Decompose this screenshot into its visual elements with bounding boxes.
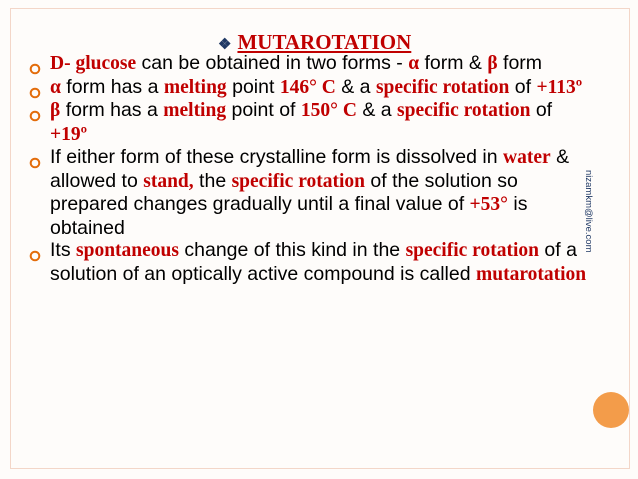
highlighted-term: 150° C xyxy=(300,100,357,121)
highlighted-term: specific rotation xyxy=(397,100,531,121)
bullet-paragraph xyxy=(32,76,592,100)
text-segment: point of xyxy=(226,99,301,121)
highlighted-term: D- glucose xyxy=(50,53,137,74)
bullet-circle-icon xyxy=(29,105,41,117)
text-segment: form has a xyxy=(60,75,164,98)
highlighted-term: +53° xyxy=(469,194,508,215)
text-segment: change of this kind in the xyxy=(178,239,406,261)
orange-circle-decoration xyxy=(593,392,629,428)
text-segment: & a xyxy=(356,99,398,121)
slide-body xyxy=(32,52,592,286)
text-segment: of xyxy=(530,99,553,121)
highlighted-term: specific rotation xyxy=(405,240,539,261)
text-segment: If either form of these crystalline form is dissolved in xyxy=(50,146,504,168)
slide-title-text: MUTAROTATION xyxy=(237,30,412,54)
bullet-circle-icon xyxy=(29,58,41,70)
text-segment: of a solution of an optically active compound is called xyxy=(50,239,577,285)
bullet-paragraph xyxy=(32,52,592,76)
bullet-paragraph xyxy=(32,146,592,239)
highlighted-term: mutarotation xyxy=(476,263,587,285)
bullet-paragraph xyxy=(32,239,592,286)
text-segment: the xyxy=(193,169,232,192)
highlighted-term: 146° C xyxy=(279,76,336,98)
highlighted-term: melting xyxy=(163,76,227,98)
highlighted-term: specific rotation xyxy=(231,170,365,192)
text-segment: & allowed to xyxy=(50,146,570,192)
bullet-circle-icon xyxy=(29,245,41,257)
text-segment: can be obtained in two forms - xyxy=(136,52,409,74)
text-segment: of the solution so prepared changes gradually until a final value of xyxy=(50,169,518,215)
highlighted-term: melting xyxy=(163,100,227,121)
text-segment: Its xyxy=(50,239,77,261)
bullet-circle-icon xyxy=(29,82,41,94)
text-segment: point xyxy=(226,75,280,98)
side-email: nizamkm@live.com xyxy=(583,170,594,253)
highlighted-term: spontaneous xyxy=(76,240,179,261)
text-segment: is obtained xyxy=(50,193,528,239)
text-segment: & a xyxy=(335,75,376,98)
text-segment: form xyxy=(497,52,543,74)
highlighted-term: α xyxy=(408,53,420,74)
highlighted-term: +113º xyxy=(536,76,583,98)
highlighted-term: stand, xyxy=(143,170,194,192)
bullet-circle-icon xyxy=(29,152,41,164)
highlighted-term: water xyxy=(503,147,551,168)
text-segment: form & xyxy=(419,52,488,74)
bullet-paragraph xyxy=(32,99,592,146)
highlighted-term: specific rotation xyxy=(375,76,510,98)
text-segment: form has a xyxy=(60,99,164,121)
highlighted-term: +19º xyxy=(50,123,88,145)
highlighted-term: β xyxy=(487,53,498,74)
diamond-check-icon: ❖ xyxy=(218,37,232,53)
text-segment: of xyxy=(509,75,537,98)
highlighted-term: α xyxy=(50,76,61,98)
highlighted-term: β xyxy=(50,100,61,121)
